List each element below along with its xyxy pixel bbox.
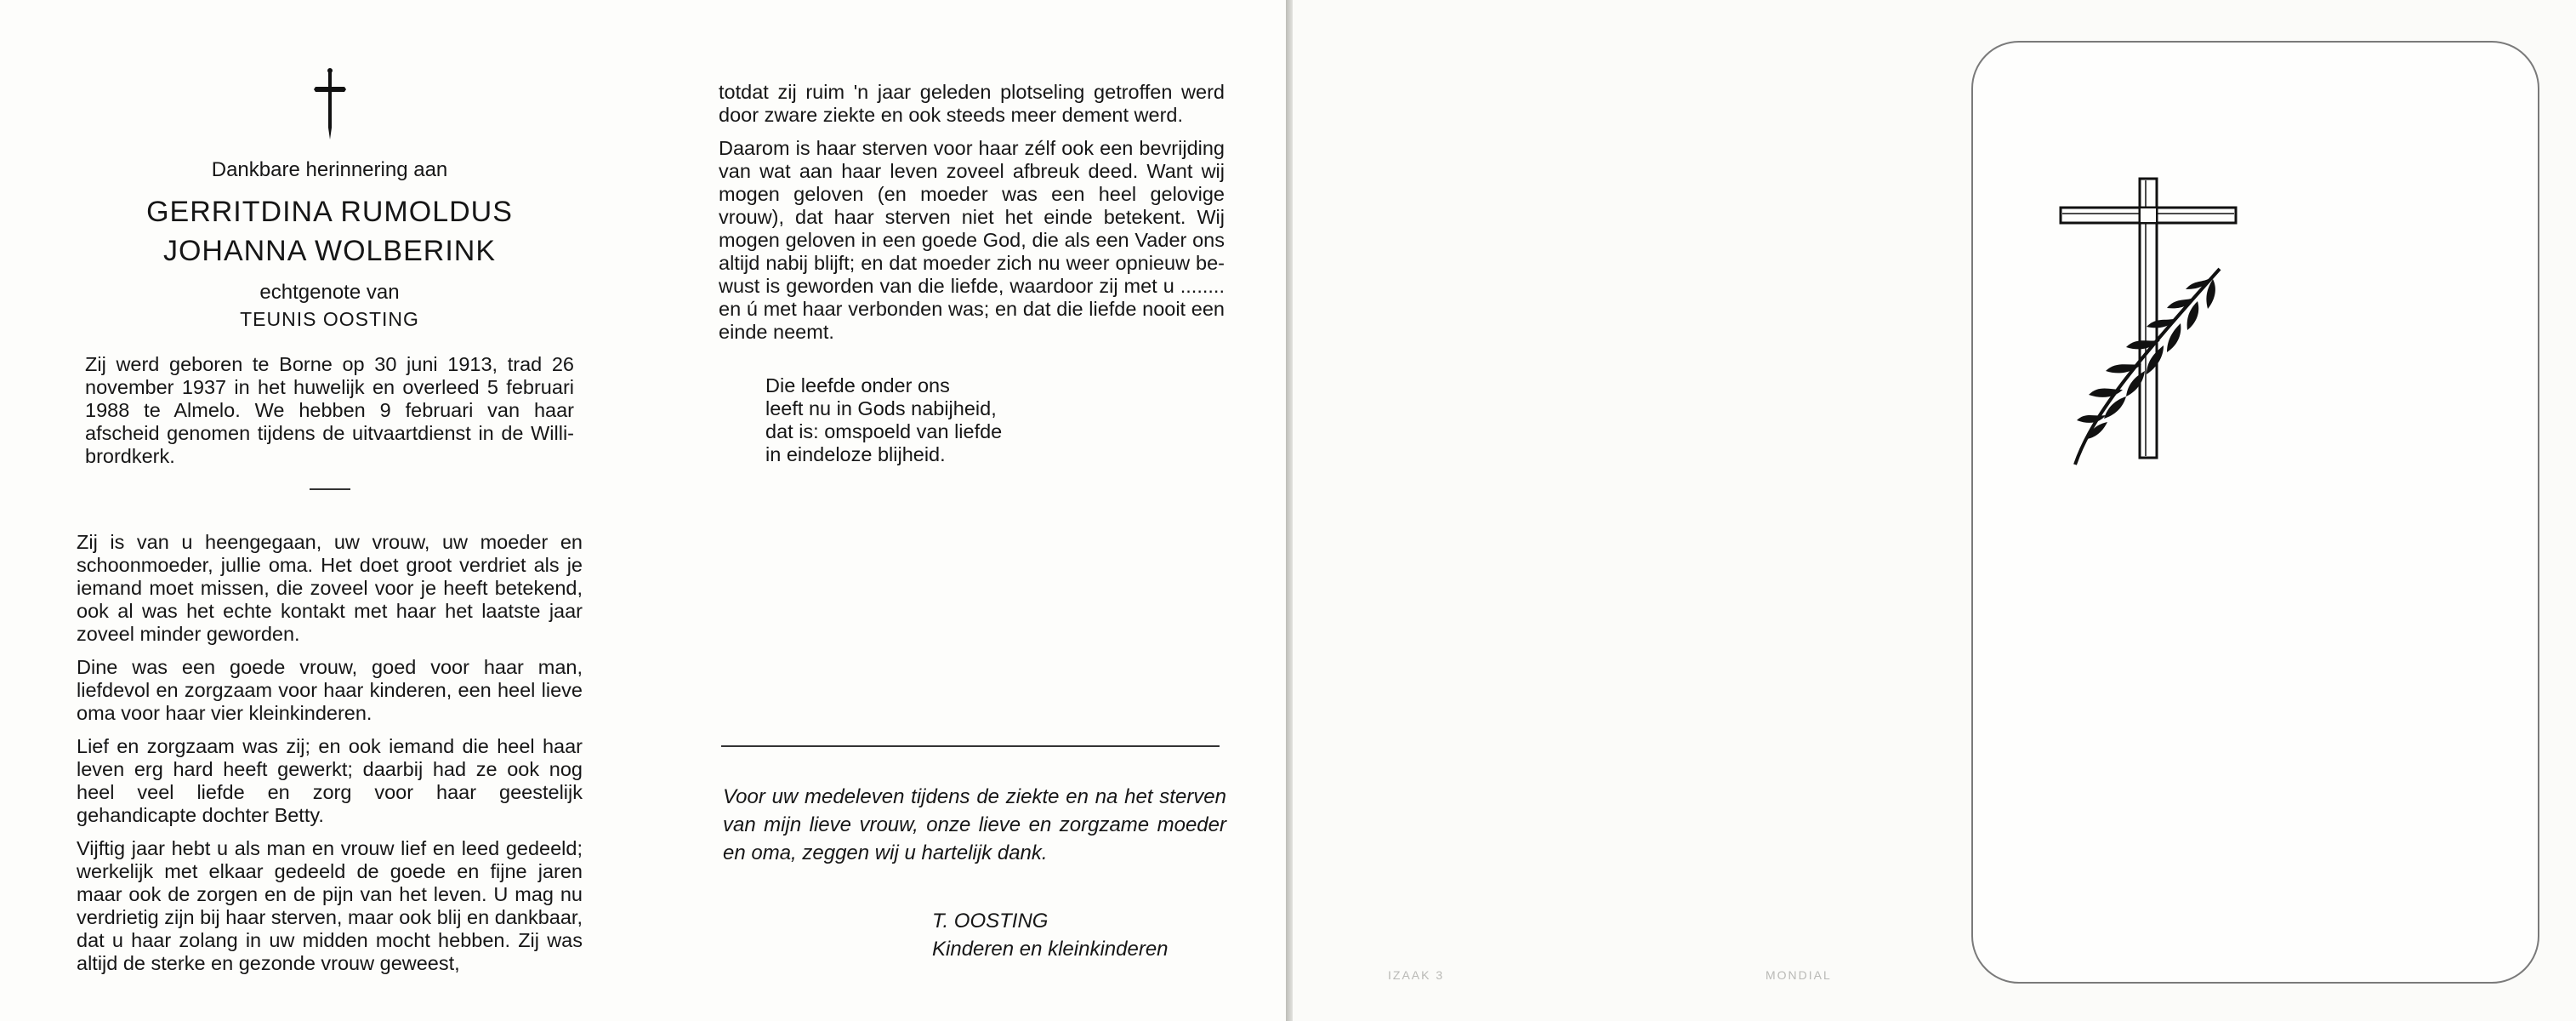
memorial-paragraph-1: Zij is van u heengegaan, uw vrouw, uw moeder en schoonmoeder, jullie oma. Het doet groot verdriet als je iemand moet missen, die zoveel voor je heeft betekend, ook al was het echte kontakt met haar het laatste jaar zoveel minder geworden.	[77, 531, 583, 645]
signature-name: T. OOSTING	[932, 910, 1049, 933]
signature-block	[932, 907, 1169, 963]
left-text-column	[77, 68, 583, 985]
remembrance-intro: Dankbare herinnering aan	[211, 158, 448, 181]
poem-line: in eindeloze blijheid.	[765, 443, 946, 465]
poem-line: leeft nu in Gods nabijheid,	[765, 397, 997, 419]
small-cross-icon	[310, 68, 350, 141]
memorial-paragraph-3: Lief en zorgzaam was zij; en ook iemand die heel haar leven erg hard heeft gewerkt; daarbij had ze ook nog heel veel liefde en zorg voor haar geestelijk gehandicapte dochter Betty.	[77, 735, 583, 826]
inner-spread	[0, 0, 1286, 1021]
spouse-name: TEUNIS OOSTING	[240, 308, 419, 330]
short-divider	[310, 488, 350, 490]
memorial-paragraph-5: totdat zij ruim 'n jaar geleden plotseling getroffen werd door zware ziekte en ook steeds meer dement werd.	[719, 81, 1225, 126]
cross-with-palm-icon	[2058, 134, 2271, 466]
deceased-name-line1: GERRITDINA RUMOLDUS	[146, 196, 513, 228]
poem	[765, 374, 1225, 466]
birth-death-paragraph: Zij werd geboren te Borne op 30 juni 1913, trad 26 november 1937 in het huwelijk en overleed 5 februari 1988 te Almelo. We hebben 9 februari van haar afscheid genomen tijdens de uitvaartdienst in de Willibrordkerk.	[85, 353, 574, 467]
signature-family: Kinderen en kleinkinderen	[932, 938, 1169, 961]
front-cover-frame	[1971, 41, 2539, 984]
long-divider	[721, 745, 1220, 747]
memorial-paragraph-2: Dine was een goede vrouw, goed voor haar man, liefdevol en zorgzaam voor haar kinderen, een heel lieve oma voor haar vier kleinkinderen.	[77, 656, 583, 724]
printer-imprint-center: MONDIAL	[1766, 968, 1832, 982]
right-text-column	[719, 81, 1225, 466]
thank-you-note: Voor uw medeleven tijdens de ziekte en na het sterven van mijn lieve vrouw, onze lieve en zorgzame moeder en oma, zeggen wij u hartelijk dank.	[723, 785, 1226, 864]
fold-line	[1286, 0, 1293, 1021]
printer-imprint-left: IZAAK 3	[1388, 968, 1445, 982]
poem-line: dat is: omspoeld van liefde	[765, 420, 1003, 442]
memorial-paragraph-4: Vijftig jaar hebt u als man en vrouw lief en leed gedeeld; werkelijk met elkaar gedeeld de goede en fijne jaren maar ook de zorgen en de pijn van het leven. U mag nu verdrietig zijn bij haar sterven, maar ook blij en dankbaar, dat u haar zolang in uw midden mocht hebben. Zij was altijd de sterke en gezonde vrouw geweest,	[77, 837, 583, 974]
poem-line: Die leefde onder ons	[765, 374, 950, 396]
memorial-paragraph-6: Daarom is haar sterven voor haar zélf ook een bevrijding van wat aan haar leven zoveel afbreuk deed. Want wij mogen geloven (en moeder was een heel gelovige vrouw), dat haar sterven niet het einde betekent. Wij mogen geloven in een goede God, die als een Vader ons altijd nabij blijft; en dat moeder zich nu weer opnieuw bewust is geworden van die liefde, waardoor zij met u ........ en ú met haar verbonden was; en dat die liefde nooit een einde neemt.	[719, 137, 1225, 343]
deceased-name-line2: JOHANNA WOLBERINK	[162, 235, 497, 267]
spouse-label: echtgenote van	[259, 281, 400, 304]
